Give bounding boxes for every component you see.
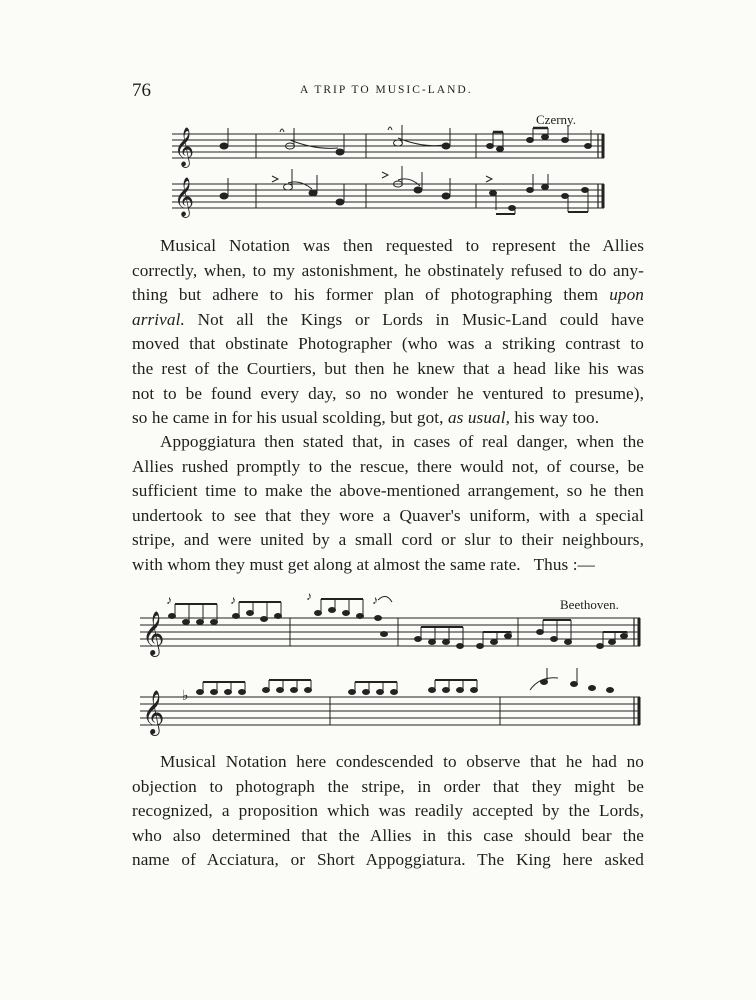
text-line: who also determined that the Allies in this case should bear the xyxy=(132,825,644,845)
treble-clef-icon: 𝄞 xyxy=(174,127,195,167)
treble-clef-icon: 𝄞 xyxy=(142,611,165,655)
text-line: not to be found every day, so no wonder he ventured to presume), xyxy=(132,383,644,403)
text-line: recognized, a proposition which was readily accepted by the Lords, xyxy=(132,801,644,821)
page-number: 76 xyxy=(132,80,151,101)
text-line: sufficient time to make the above-mentioned arrangement, so he then xyxy=(132,481,644,501)
text-line: name of Acciatura, or Short Appoggiatura. The King here asked xyxy=(132,850,644,870)
text-line xyxy=(132,308,644,333)
text-line: Musical Notation was then requested to represent the Allies xyxy=(160,236,644,255)
text-line: with whom they must get along at almost the same rate. Thus :— xyxy=(132,554,595,574)
composer-czerny: Czerny. xyxy=(536,112,576,127)
paragraph-1 xyxy=(132,234,644,431)
staff-czerny-upper xyxy=(172,134,604,158)
staff-beethoven-lower xyxy=(140,697,640,725)
text-line: undertook to see that they wore a Quaver's uniform, with a special xyxy=(132,505,644,525)
text-line: Musical Notation here condescended to observe that he had no xyxy=(160,752,644,771)
paragraph-3 xyxy=(132,750,644,873)
treble-clef-icon: 𝄞 xyxy=(174,177,195,217)
text-line xyxy=(132,283,644,308)
italic-run: upon xyxy=(609,285,644,305)
text-run: Not all the Kings or Lords in Music-Land could have xyxy=(197,309,644,329)
text-line: the rest of the Courtiers, but then he knew that a head like his was xyxy=(132,358,644,378)
treble-clef-icon: 𝄞 xyxy=(142,690,165,734)
svg-text:♪: ♪ xyxy=(166,593,172,607)
svg-text:♪: ♪ xyxy=(230,593,236,607)
italic-run: arrival. xyxy=(132,309,185,329)
svg-text:♪: ♪ xyxy=(306,589,312,603)
running-title: A TRIP TO MUSIC-LAND. xyxy=(300,84,473,96)
text-line: objection to photograph the stripe, in order that they might be xyxy=(132,776,644,796)
text-line: Allies rushed promptly to the rescue, there would not, of course, be xyxy=(132,456,644,476)
svg-text:♪: ♪ xyxy=(372,593,378,607)
text-run: so he came in for his usual scolding, but got, xyxy=(132,408,444,428)
text-line xyxy=(132,406,644,431)
text-line: moved that obstinate Photographer (who was a striking contrast to xyxy=(132,334,644,354)
composer-beethoven: Beethoven. xyxy=(560,597,619,612)
paragraph-2 xyxy=(132,430,644,578)
staff-czerny-lower xyxy=(172,184,604,208)
text-run: his way too. xyxy=(514,408,600,428)
text-line: correctly, when, to my astonishment, he obstinately refused to do any- xyxy=(132,260,644,280)
text-line: Appoggiatura then stated that, in cases of real danger, when the xyxy=(160,432,644,451)
svg-text:♭: ♭ xyxy=(182,689,189,704)
text-run: thing but adhere to his former plan of photographing them xyxy=(132,285,599,305)
italic-run: as usual, xyxy=(447,408,510,428)
text-line: stripe, and were united by a small cord or slur to their neighbours, xyxy=(132,530,644,550)
